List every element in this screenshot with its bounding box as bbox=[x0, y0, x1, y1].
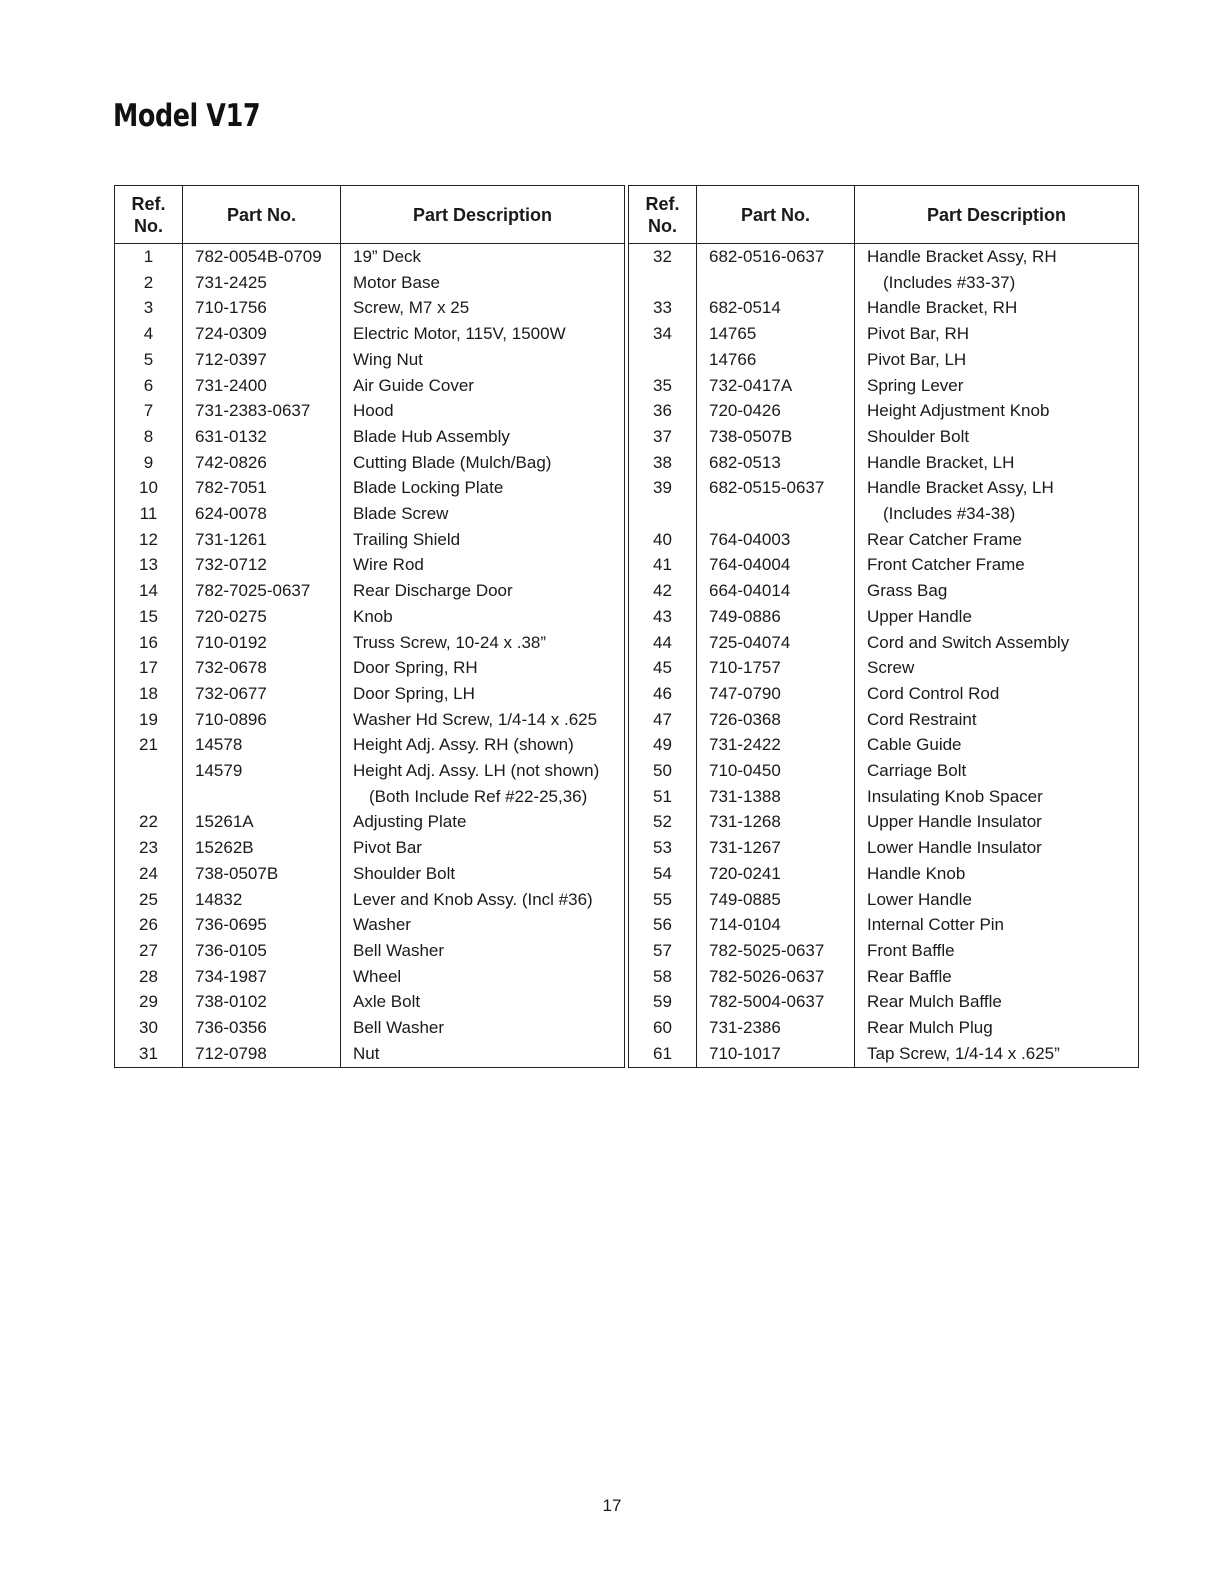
part-description-cell: Upper Handle Insulator bbox=[855, 809, 1139, 835]
table-row bbox=[629, 938, 1139, 964]
part-no-cell: 782-7025-0637 bbox=[183, 578, 341, 604]
part-description-cell: Pivot Bar, LH bbox=[855, 347, 1139, 373]
part-no-cell: 731-1267 bbox=[697, 835, 855, 861]
part-description-cell: Blade Hub Assembly bbox=[341, 424, 625, 450]
table-row bbox=[629, 630, 1139, 656]
ref-no-cell: 35 bbox=[629, 373, 697, 399]
table-row bbox=[115, 964, 625, 990]
page-number: 17 bbox=[602, 1496, 622, 1515]
part-description-cell: Washer bbox=[341, 912, 625, 938]
part-description-cell: Pivot Bar bbox=[341, 835, 625, 861]
ref-no-cell: 9 bbox=[115, 450, 183, 476]
table-row bbox=[629, 373, 1139, 399]
part-no-cell: 664-04014 bbox=[697, 578, 855, 604]
table-row bbox=[115, 707, 625, 733]
part-no-cell: 14832 bbox=[183, 887, 341, 913]
part-no-cell: 682-0514 bbox=[697, 295, 855, 321]
part-no-cell: 14765 bbox=[697, 321, 855, 347]
part-description-cell: Pivot Bar, RH bbox=[855, 321, 1139, 347]
part-no-cell: 732-0712 bbox=[183, 552, 341, 578]
part-description-cell: Lower Handle bbox=[855, 887, 1139, 913]
part-no-cell: 764-04004 bbox=[697, 552, 855, 578]
ref-no-cell bbox=[629, 270, 697, 296]
part-description-cell: Cord Control Rod bbox=[855, 681, 1139, 707]
part-description-cell: Internal Cotter Pin bbox=[855, 912, 1139, 938]
part-no-cell: 732-0678 bbox=[183, 655, 341, 681]
part-description-cell: Washer Hd Screw, 1/4-14 x .625 bbox=[341, 707, 625, 733]
table-row bbox=[115, 989, 625, 1015]
table-row bbox=[115, 475, 625, 501]
part-description-cell: Cutting Blade (Mulch/Bag) bbox=[341, 450, 625, 476]
parts-table-left-body bbox=[115, 244, 625, 1068]
part-description-cell: Electric Motor, 115V, 1500W bbox=[341, 321, 625, 347]
ref-no-cell: 10 bbox=[115, 475, 183, 501]
table-row bbox=[629, 758, 1139, 784]
table-row bbox=[629, 244, 1139, 270]
ref-no-cell: 33 bbox=[629, 295, 697, 321]
ref-no-cell: 52 bbox=[629, 809, 697, 835]
ref-no-cell bbox=[115, 784, 183, 810]
part-no-cell: 682-0516-0637 bbox=[697, 244, 855, 270]
table-row bbox=[115, 809, 625, 835]
part-description-cell: Rear Discharge Door bbox=[341, 578, 625, 604]
table-row bbox=[115, 578, 625, 604]
ref-no-cell: 49 bbox=[629, 732, 697, 758]
ref-no-cell: 39 bbox=[629, 475, 697, 501]
ref-no-cell: 17 bbox=[115, 655, 183, 681]
table-header-row bbox=[629, 186, 1139, 244]
table-row bbox=[115, 270, 625, 296]
part-no-cell: 731-2422 bbox=[697, 732, 855, 758]
part-description-cell: Grass Bag bbox=[855, 578, 1139, 604]
ref-no-cell: 19 bbox=[115, 707, 183, 733]
part-description-cell: Lower Handle Insulator bbox=[855, 835, 1139, 861]
table-row bbox=[629, 450, 1139, 476]
part-no-cell: 782-0054B-0709 bbox=[183, 244, 341, 270]
part-no-cell: 714-0104 bbox=[697, 912, 855, 938]
part-description-cell: Cord and Switch Assembly bbox=[855, 630, 1139, 656]
part-description-cell: Cord Restraint bbox=[855, 707, 1139, 733]
part-no-cell: 682-0513 bbox=[697, 450, 855, 476]
part-no-cell: 731-2400 bbox=[183, 373, 341, 399]
ref-no-cell: 55 bbox=[629, 887, 697, 913]
table-row bbox=[115, 604, 625, 630]
part-description-cell: Lever and Knob Assy. (Incl #36) bbox=[341, 887, 625, 913]
table-row bbox=[629, 655, 1139, 681]
part-no-cell: 782-5025-0637 bbox=[697, 938, 855, 964]
part-no-cell: 710-1756 bbox=[183, 295, 341, 321]
part-no-cell: 736-0356 bbox=[183, 1015, 341, 1041]
ref-no-cell: 41 bbox=[629, 552, 697, 578]
table-row bbox=[115, 861, 625, 887]
part-description-cell: Air Guide Cover bbox=[341, 373, 625, 399]
table-row bbox=[115, 912, 625, 938]
part-description-cell: Front Catcher Frame bbox=[855, 552, 1139, 578]
part-no-cell: 731-1261 bbox=[183, 527, 341, 553]
table-row bbox=[629, 424, 1139, 450]
ref-no-cell: 38 bbox=[629, 450, 697, 476]
part-no-cell: 15262B bbox=[183, 835, 341, 861]
table-row bbox=[115, 527, 625, 553]
part-description-cell: Wing Nut bbox=[341, 347, 625, 373]
part-no-cell: 742-0826 bbox=[183, 450, 341, 476]
table-row bbox=[629, 578, 1139, 604]
part-description-cell: Blade Locking Plate bbox=[341, 475, 625, 501]
table-row bbox=[115, 398, 625, 424]
table-row bbox=[115, 450, 625, 476]
ref-no-cell bbox=[629, 347, 697, 373]
part-no-cell: 734-1987 bbox=[183, 964, 341, 990]
ref-no-cell: 60 bbox=[629, 1015, 697, 1041]
part-description-cell: Motor Base bbox=[341, 270, 625, 296]
part-description-cell: Cable Guide bbox=[855, 732, 1139, 758]
part-no-cell: 747-0790 bbox=[697, 681, 855, 707]
ref-no-cell: 8 bbox=[115, 424, 183, 450]
table-row bbox=[115, 321, 625, 347]
part-no-cell: 710-1017 bbox=[697, 1041, 855, 1067]
parts-table-left bbox=[114, 185, 625, 1068]
part-no-cell: 738-0102 bbox=[183, 989, 341, 1015]
table-row bbox=[629, 784, 1139, 810]
ref-no-cell: 58 bbox=[629, 964, 697, 990]
ref-no-cell bbox=[115, 758, 183, 784]
part-description-cell: Rear Baffle bbox=[855, 964, 1139, 990]
part-description-cell: Rear Mulch Plug bbox=[855, 1015, 1139, 1041]
part-description-cell: Height Adj. Assy. RH (shown) bbox=[341, 732, 625, 758]
part-description-cell: Height Adj. Assy. LH (not shown) bbox=[341, 758, 625, 784]
table-row bbox=[115, 784, 625, 810]
ref-no-cell: 27 bbox=[115, 938, 183, 964]
part-no-cell: 731-2386 bbox=[697, 1015, 855, 1041]
part-no-cell: 724-0309 bbox=[183, 321, 341, 347]
ref-no-cell: 29 bbox=[115, 989, 183, 1015]
part-no-cell bbox=[697, 270, 855, 296]
part-no-cell: 782-5026-0637 bbox=[697, 964, 855, 990]
table-row bbox=[629, 347, 1139, 373]
part-no-cell bbox=[183, 784, 341, 810]
part-description-cell: Hood bbox=[341, 398, 625, 424]
part-description-cell: Door Spring, LH bbox=[341, 681, 625, 707]
table-row bbox=[629, 681, 1139, 707]
header-ref-no: Ref. No. bbox=[115, 186, 183, 244]
ref-no-cell: 22 bbox=[115, 809, 183, 835]
table-row bbox=[629, 707, 1139, 733]
ref-no-cell: 4 bbox=[115, 321, 183, 347]
part-description-cell: Insulating Knob Spacer bbox=[855, 784, 1139, 810]
part-no-cell: 749-0886 bbox=[697, 604, 855, 630]
part-no-cell bbox=[697, 501, 855, 527]
table-row bbox=[115, 424, 625, 450]
part-description-cell: Front Baffle bbox=[855, 938, 1139, 964]
part-no-cell: 782-5004-0637 bbox=[697, 989, 855, 1015]
part-no-cell: 15261A bbox=[183, 809, 341, 835]
part-no-cell: 720-0275 bbox=[183, 604, 341, 630]
part-no-cell: 738-0507B bbox=[183, 861, 341, 887]
ref-no-cell: 12 bbox=[115, 527, 183, 553]
table-row bbox=[115, 938, 625, 964]
ref-no-cell: 32 bbox=[629, 244, 697, 270]
part-no-cell: 631-0132 bbox=[183, 424, 341, 450]
ref-no-cell: 16 bbox=[115, 630, 183, 656]
part-description-cell: Handle Bracket, LH bbox=[855, 450, 1139, 476]
table-row bbox=[629, 835, 1139, 861]
ref-no-cell: 18 bbox=[115, 681, 183, 707]
part-no-cell: 710-1757 bbox=[697, 655, 855, 681]
ref-no-cell bbox=[629, 501, 697, 527]
ref-no-cell: 1 bbox=[115, 244, 183, 270]
part-no-cell: 725-04074 bbox=[697, 630, 855, 656]
table-row bbox=[115, 552, 625, 578]
part-no-cell: 732-0677 bbox=[183, 681, 341, 707]
table-row bbox=[629, 527, 1139, 553]
part-description-cell: Rear Catcher Frame bbox=[855, 527, 1139, 553]
ref-no-cell: 40 bbox=[629, 527, 697, 553]
part-no-cell: 14579 bbox=[183, 758, 341, 784]
ref-no-cell: 11 bbox=[115, 501, 183, 527]
table-row bbox=[115, 655, 625, 681]
ref-no-cell: 61 bbox=[629, 1041, 697, 1067]
part-description-cell: Nut bbox=[341, 1041, 625, 1067]
part-description-cell: Adjusting Plate bbox=[341, 809, 625, 835]
part-no-cell: 712-0397 bbox=[183, 347, 341, 373]
part-no-cell: 726-0368 bbox=[697, 707, 855, 733]
table-row bbox=[115, 1041, 625, 1067]
ref-no-cell: 59 bbox=[629, 989, 697, 1015]
part-no-cell: 720-0426 bbox=[697, 398, 855, 424]
part-description-cell: Spring Lever bbox=[855, 373, 1139, 399]
table-row bbox=[629, 887, 1139, 913]
parts-table-right bbox=[628, 185, 1139, 1068]
part-description-cell: Screw bbox=[855, 655, 1139, 681]
ref-no-cell: 47 bbox=[629, 707, 697, 733]
part-description-cell: Height Adjustment Knob bbox=[855, 398, 1139, 424]
ref-no-cell: 54 bbox=[629, 861, 697, 887]
table-row bbox=[629, 475, 1139, 501]
part-no-cell: 764-04003 bbox=[697, 527, 855, 553]
table-row bbox=[115, 758, 625, 784]
table-row bbox=[115, 1015, 625, 1041]
table-row bbox=[629, 1041, 1139, 1067]
part-description-cell: Upper Handle bbox=[855, 604, 1139, 630]
ref-no-cell: 13 bbox=[115, 552, 183, 578]
part-description-cell: Knob bbox=[341, 604, 625, 630]
header-part-description: Part Description bbox=[855, 186, 1139, 244]
part-description-cell: Wheel bbox=[341, 964, 625, 990]
ref-no-cell: 31 bbox=[115, 1041, 183, 1067]
part-description-cell: 19” Deck bbox=[341, 244, 625, 270]
part-no-cell: 720-0241 bbox=[697, 861, 855, 887]
table-row bbox=[629, 604, 1139, 630]
ref-no-cell: 51 bbox=[629, 784, 697, 810]
part-description-cell: Axle Bolt bbox=[341, 989, 625, 1015]
table-row bbox=[115, 347, 625, 373]
header-ref-no: Ref. No. bbox=[629, 186, 697, 244]
part-no-cell: 738-0507B bbox=[697, 424, 855, 450]
part-no-cell: 712-0798 bbox=[183, 1041, 341, 1067]
ref-no-cell: 15 bbox=[115, 604, 183, 630]
part-no-cell: 736-0105 bbox=[183, 938, 341, 964]
part-no-cell: 682-0515-0637 bbox=[697, 475, 855, 501]
table-row bbox=[115, 681, 625, 707]
part-no-cell: 731-1268 bbox=[697, 809, 855, 835]
part-no-cell: 731-2425 bbox=[183, 270, 341, 296]
table-row bbox=[115, 373, 625, 399]
part-description-cell: Carriage Bolt bbox=[855, 758, 1139, 784]
part-no-cell: 710-0450 bbox=[697, 758, 855, 784]
part-description-cell: Trailing Shield bbox=[341, 527, 625, 553]
part-description-cell: (Includes #34-38) bbox=[855, 501, 1139, 527]
ref-no-cell: 53 bbox=[629, 835, 697, 861]
ref-no-cell: 25 bbox=[115, 887, 183, 913]
part-description-cell: Truss Screw, 10-24 x .38” bbox=[341, 630, 625, 656]
ref-no-cell: 28 bbox=[115, 964, 183, 990]
part-description-cell: Door Spring, RH bbox=[341, 655, 625, 681]
part-no-cell: 732-0417A bbox=[697, 373, 855, 399]
ref-no-cell: 57 bbox=[629, 938, 697, 964]
ref-no-cell: 7 bbox=[115, 398, 183, 424]
ref-no-cell: 3 bbox=[115, 295, 183, 321]
ref-no-cell: 50 bbox=[629, 758, 697, 784]
ref-no-cell: 37 bbox=[629, 424, 697, 450]
part-description-cell: Bell Washer bbox=[341, 1015, 625, 1041]
table-row bbox=[115, 732, 625, 758]
part-no-cell: 731-2383-0637 bbox=[183, 398, 341, 424]
ref-no-cell: 56 bbox=[629, 912, 697, 938]
part-description-cell: Shoulder Bolt bbox=[855, 424, 1139, 450]
part-description-cell: (Includes #33-37) bbox=[855, 270, 1139, 296]
part-no-cell: 710-0896 bbox=[183, 707, 341, 733]
ref-no-cell: 2 bbox=[115, 270, 183, 296]
ref-no-cell: 46 bbox=[629, 681, 697, 707]
part-no-cell: 14766 bbox=[697, 347, 855, 373]
table-row bbox=[629, 809, 1139, 835]
table-row bbox=[115, 887, 625, 913]
part-description-cell: Shoulder Bolt bbox=[341, 861, 625, 887]
table-row bbox=[115, 835, 625, 861]
ref-no-cell: 24 bbox=[115, 861, 183, 887]
ref-no-cell: 34 bbox=[629, 321, 697, 347]
ref-no-cell: 21 bbox=[115, 732, 183, 758]
table-row bbox=[629, 912, 1139, 938]
table-row bbox=[629, 270, 1139, 296]
part-description-cell: Bell Washer bbox=[341, 938, 625, 964]
ref-no-cell: 26 bbox=[115, 912, 183, 938]
part-description-cell: Handle Knob bbox=[855, 861, 1139, 887]
header-part-no: Part No. bbox=[697, 186, 855, 244]
table-row bbox=[115, 501, 625, 527]
ref-no-cell: 43 bbox=[629, 604, 697, 630]
header-part-description: Part Description bbox=[341, 186, 625, 244]
table-row bbox=[629, 501, 1139, 527]
parts-table-right-body bbox=[629, 244, 1139, 1068]
ref-no-cell: 42 bbox=[629, 578, 697, 604]
part-no-cell: 736-0695 bbox=[183, 912, 341, 938]
page-title: Model V17 bbox=[113, 98, 261, 134]
table-row bbox=[629, 398, 1139, 424]
ref-no-cell: 44 bbox=[629, 630, 697, 656]
table-row bbox=[629, 732, 1139, 758]
part-description-cell: Handle Bracket Assy, RH bbox=[855, 244, 1139, 270]
part-no-cell: 624-0078 bbox=[183, 501, 341, 527]
table-row bbox=[115, 630, 625, 656]
part-description-cell: Handle Bracket Assy, LH bbox=[855, 475, 1139, 501]
part-description-cell: Blade Screw bbox=[341, 501, 625, 527]
part-no-cell: 710-0192 bbox=[183, 630, 341, 656]
ref-no-cell: 14 bbox=[115, 578, 183, 604]
ref-no-cell: 6 bbox=[115, 373, 183, 399]
table-header-row bbox=[115, 186, 625, 244]
table-row bbox=[115, 295, 625, 321]
part-no-cell: 14578 bbox=[183, 732, 341, 758]
part-description-cell: (Both Include Ref #22-25,36) bbox=[341, 784, 625, 810]
header-part-no: Part No. bbox=[183, 186, 341, 244]
ref-no-cell: 30 bbox=[115, 1015, 183, 1041]
part-description-cell: Handle Bracket, RH bbox=[855, 295, 1139, 321]
part-description-cell: Wire Rod bbox=[341, 552, 625, 578]
ref-no-cell: 23 bbox=[115, 835, 183, 861]
part-description-cell: Screw, M7 x 25 bbox=[341, 295, 625, 321]
part-no-cell: 749-0885 bbox=[697, 887, 855, 913]
table-row bbox=[629, 989, 1139, 1015]
part-no-cell: 731-1388 bbox=[697, 784, 855, 810]
table-row bbox=[629, 552, 1139, 578]
part-description-cell: Tap Screw, 1/4-14 x .625” bbox=[855, 1041, 1139, 1067]
table-row bbox=[629, 964, 1139, 990]
table-row bbox=[629, 321, 1139, 347]
part-no-cell: 782-7051 bbox=[183, 475, 341, 501]
ref-no-cell: 5 bbox=[115, 347, 183, 373]
ref-no-cell: 36 bbox=[629, 398, 697, 424]
table-row bbox=[115, 244, 625, 270]
table-row bbox=[629, 295, 1139, 321]
table-row bbox=[629, 861, 1139, 887]
part-description-cell: Rear Mulch Baffle bbox=[855, 989, 1139, 1015]
table-row bbox=[629, 1015, 1139, 1041]
ref-no-cell: 45 bbox=[629, 655, 697, 681]
